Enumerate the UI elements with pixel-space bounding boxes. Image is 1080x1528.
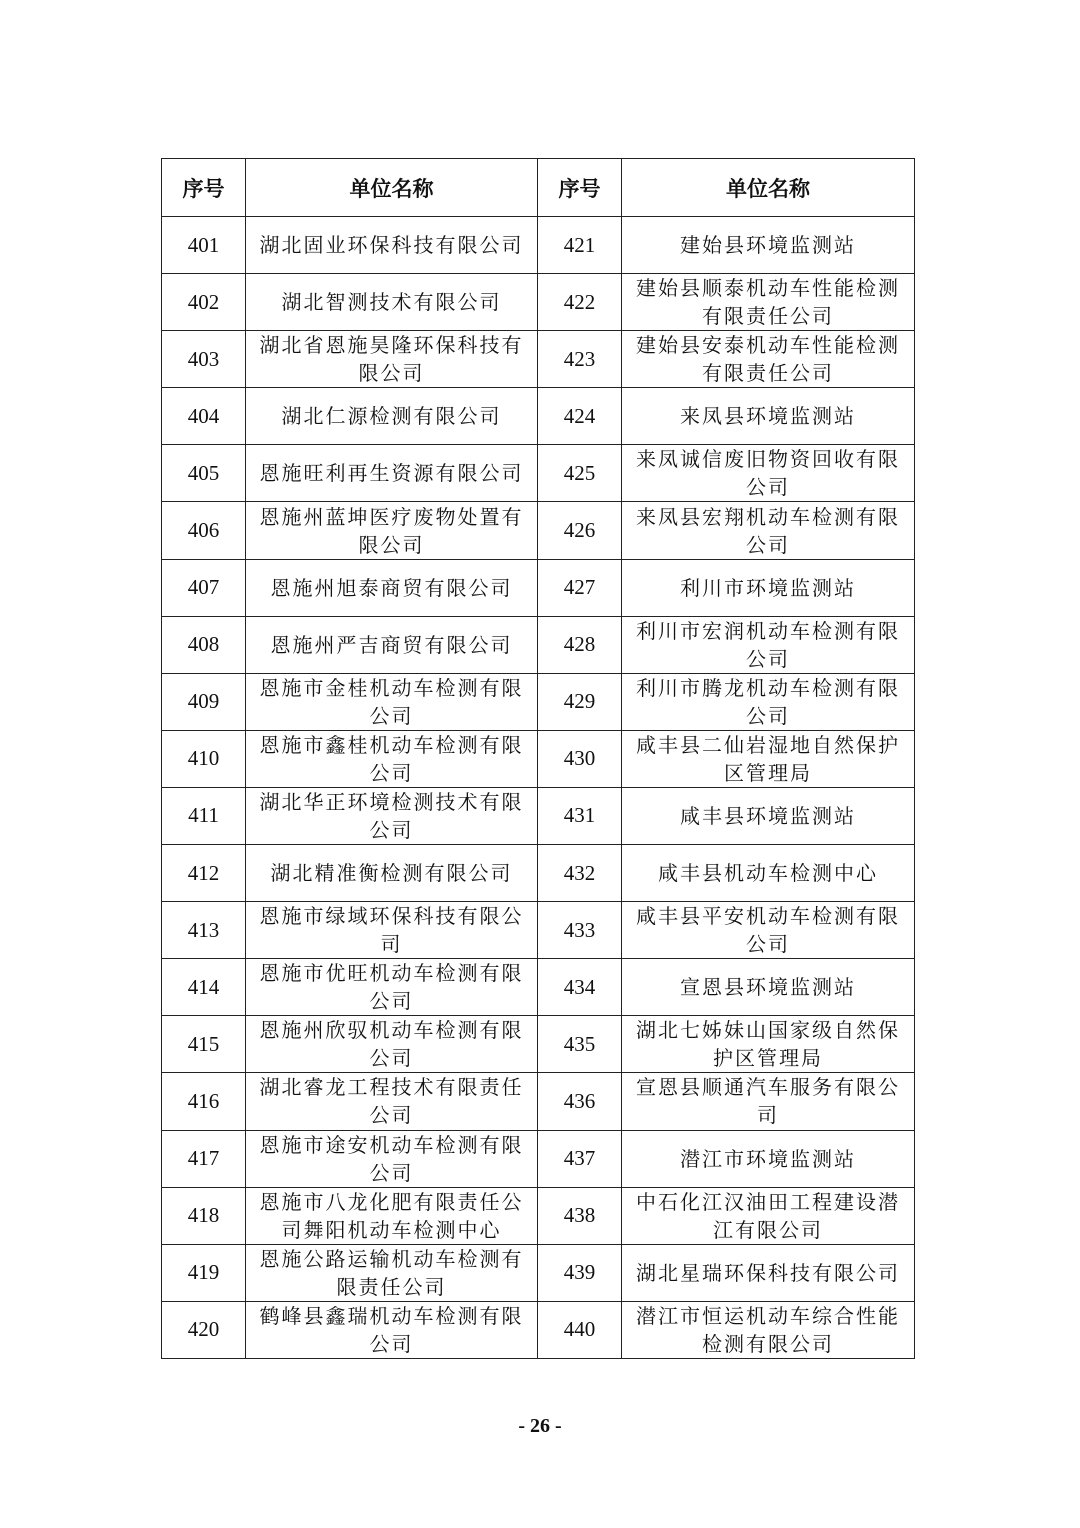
serial-cell: 422 [538,274,622,331]
unit-name-cell: 咸丰县二仙岩湿地自然保护区管理局 [622,730,915,787]
table-row [162,787,915,844]
serial-cell: 414 [162,959,246,1016]
table-row [162,502,915,559]
serial-cell: 421 [538,217,622,274]
serial-cell: 417 [162,1130,246,1187]
header-unit-name-right: 单位名称 [622,159,915,217]
unit-name-cell: 恩施州蓝坤医疗废物处置有限公司 [246,502,538,559]
unit-name-cell: 潜江市环境监测站 [622,1130,915,1187]
unit-name-cell: 建始县安泰机动车性能检测有限责任公司 [622,331,915,388]
serial-cell: 431 [538,787,622,844]
table-header-row [162,159,915,217]
serial-cell: 408 [162,616,246,673]
serial-cell: 438 [538,1187,622,1244]
table-row [162,559,915,616]
unit-name-cell: 恩施市途安机动车检测有限公司 [246,1130,538,1187]
serial-cell: 434 [538,959,622,1016]
serial-cell: 403 [162,331,246,388]
serial-cell: 401 [162,217,246,274]
serial-cell: 410 [162,730,246,787]
header-serial-right: 序号 [538,159,622,217]
table-row [162,1016,915,1073]
serial-cell: 433 [538,902,622,959]
unit-name-cell: 恩施市优旺机动车检测有限公司 [246,959,538,1016]
unit-list-table [161,158,915,1359]
unit-name-cell: 恩施市绿域环保科技有限公司 [246,902,538,959]
unit-name-cell: 潜江市恒运机动车综合性能检测有限公司 [622,1301,915,1358]
unit-name-cell: 利川市环境监测站 [622,559,915,616]
table-row [162,1073,915,1130]
unit-name-cell: 湖北固业环保科技有限公司 [246,217,538,274]
unit-name-cell: 中石化江汉油田工程建设潜江有限公司 [622,1187,915,1244]
table-row [162,445,915,502]
serial-cell: 416 [162,1073,246,1130]
unit-name-cell: 建始县顺泰机动车性能检测有限责任公司 [622,274,915,331]
header-unit-name-left: 单位名称 [246,159,538,217]
table-row [162,1244,915,1301]
serial-cell: 419 [162,1244,246,1301]
serial-cell: 428 [538,616,622,673]
serial-cell: 423 [538,331,622,388]
header-serial-left: 序号 [162,159,246,217]
serial-cell: 436 [538,1073,622,1130]
table-row [162,1301,915,1358]
unit-name-cell: 咸丰县机动车检测中心 [622,845,915,902]
unit-name-cell: 湖北精准衡检测有限公司 [246,845,538,902]
table-row [162,217,915,274]
serial-cell: 429 [538,673,622,730]
unit-name-cell: 湖北智测技术有限公司 [246,274,538,331]
table-row [162,959,915,1016]
page-number: - 26 - [518,1415,562,1437]
unit-name-cell: 咸丰县环境监测站 [622,787,915,844]
unit-name-cell: 恩施州欣驭机动车检测有限公司 [246,1016,538,1073]
serial-cell: 411 [162,787,246,844]
unit-name-cell: 来凤诚信废旧物资回收有限公司 [622,445,915,502]
serial-cell: 427 [538,559,622,616]
unit-name-cell: 恩施州严吉商贸有限公司 [246,616,538,673]
serial-cell: 418 [162,1187,246,1244]
serial-cell: 426 [538,502,622,559]
serial-cell: 420 [162,1301,246,1358]
serial-cell: 435 [538,1016,622,1073]
unit-name-cell: 湖北睿龙工程技术有限责任公司 [246,1073,538,1130]
unit-name-cell: 恩施公路运输机动车检测有限责任公司 [246,1244,538,1301]
serial-cell: 409 [162,673,246,730]
serial-cell: 402 [162,274,246,331]
serial-cell: 405 [162,445,246,502]
unit-name-cell: 来凤县环境监测站 [622,388,915,445]
table-row [162,902,915,959]
unit-name-cell: 宣恩县环境监测站 [622,959,915,1016]
table-row [162,673,915,730]
table-row [162,730,915,787]
unit-name-cell: 来凤县宏翔机动车检测有限公司 [622,502,915,559]
serial-cell: 406 [162,502,246,559]
unit-name-cell: 利川市宏润机动车检测有限公司 [622,616,915,673]
unit-name-cell: 湖北华正环境检测技术有限公司 [246,787,538,844]
unit-name-cell: 建始县环境监测站 [622,217,915,274]
table-row [162,1187,915,1244]
unit-name-cell: 湖北仁源检测有限公司 [246,388,538,445]
unit-name-cell: 宣恩县顺通汽车服务有限公司 [622,1073,915,1130]
serial-cell: 424 [538,388,622,445]
unit-name-cell: 恩施市鑫桂机动车检测有限公司 [246,730,538,787]
unit-name-cell: 恩施州旭泰商贸有限公司 [246,559,538,616]
table-row [162,388,915,445]
serial-cell: 439 [538,1244,622,1301]
serial-cell: 430 [538,730,622,787]
serial-cell: 413 [162,902,246,959]
serial-cell: 437 [538,1130,622,1187]
unit-name-cell: 湖北省恩施昊隆环保科技有限公司 [246,331,538,388]
unit-name-cell: 恩施市八龙化肥有限责任公司舞阳机动车检测中心 [246,1187,538,1244]
unit-name-cell: 利川市腾龙机动车检测有限公司 [622,673,915,730]
serial-cell: 407 [162,559,246,616]
serial-cell: 412 [162,845,246,902]
table-row [162,331,915,388]
table-row [162,274,915,331]
unit-name-cell: 恩施旺利再生资源有限公司 [246,445,538,502]
unit-name-cell: 咸丰县平安机动车检测有限公司 [622,902,915,959]
unit-name-cell: 鹤峰县鑫瑞机动车检测有限公司 [246,1301,538,1358]
table-row [162,845,915,902]
unit-name-cell: 湖北星瑞环保科技有限公司 [622,1244,915,1301]
unit-name-cell: 恩施市金桂机动车检测有限公司 [246,673,538,730]
serial-cell: 425 [538,445,622,502]
unit-name-cell: 湖北七姊妹山国家级自然保护区管理局 [622,1016,915,1073]
table-body [162,217,915,1359]
serial-cell: 404 [162,388,246,445]
table-row [162,1130,915,1187]
table-row [162,616,915,673]
serial-cell: 432 [538,845,622,902]
serial-cell: 415 [162,1016,246,1073]
serial-cell: 440 [538,1301,622,1358]
